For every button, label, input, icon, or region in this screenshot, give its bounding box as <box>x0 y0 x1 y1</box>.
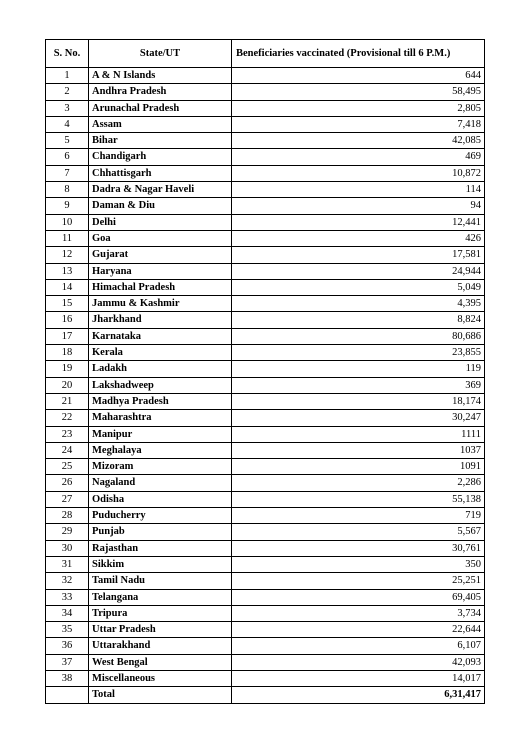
state-cell: Chhattisgarh <box>89 165 232 181</box>
beneficiaries-cell: 4,395 <box>232 296 485 312</box>
beneficiaries-cell: 1111 <box>232 426 485 442</box>
beneficiaries-cell: 22,644 <box>232 622 485 638</box>
beneficiaries-cell: 18,174 <box>232 393 485 409</box>
beneficiaries-cell: 114 <box>232 182 485 198</box>
table-row <box>46 524 485 540</box>
state-cell: Chandigarh <box>89 149 232 165</box>
sno-cell: 1 <box>46 68 89 84</box>
total-value: 6,31,417 <box>232 687 485 703</box>
beneficiaries-cell: 719 <box>232 508 485 524</box>
state-cell: Delhi <box>89 214 232 230</box>
beneficiaries-cell: 6,107 <box>232 638 485 654</box>
beneficiaries-cell: 30,761 <box>232 540 485 556</box>
sno-cell: 28 <box>46 508 89 524</box>
sno-cell: 12 <box>46 247 89 263</box>
state-cell: Himachal Pradesh <box>89 279 232 295</box>
state-cell: Kerala <box>89 345 232 361</box>
state-cell: Goa <box>89 230 232 246</box>
state-cell: Assam <box>89 116 232 132</box>
sno-cell: 20 <box>46 377 89 393</box>
sno-cell: 38 <box>46 670 89 686</box>
sno-cell: 24 <box>46 442 89 458</box>
state-cell: Sikkim <box>89 556 232 572</box>
sno-cell: 4 <box>46 116 89 132</box>
sno-cell: 34 <box>46 605 89 621</box>
beneficiaries-cell: 5,567 <box>232 524 485 540</box>
state-header: State/UT <box>89 40 232 68</box>
state-cell: Karnataka <box>89 328 232 344</box>
table-row <box>46 263 485 279</box>
table-row <box>46 638 485 654</box>
sno-cell: 13 <box>46 263 89 279</box>
state-cell: Daman & Diu <box>89 198 232 214</box>
table-row <box>46 654 485 670</box>
beneficiaries-cell: 1037 <box>232 442 485 458</box>
header-row <box>46 40 485 68</box>
sno-cell: 14 <box>46 279 89 295</box>
state-cell: West Bengal <box>89 654 232 670</box>
table-row <box>46 410 485 426</box>
beneficiaries-cell: 2,805 <box>232 100 485 116</box>
state-cell: Gujarat <box>89 247 232 263</box>
table-row <box>46 459 485 475</box>
state-cell: Mizoram <box>89 459 232 475</box>
sno-cell: 30 <box>46 540 89 556</box>
state-cell: A & N Islands <box>89 68 232 84</box>
beneficiaries-cell: 42,085 <box>232 133 485 149</box>
table-row <box>46 491 485 507</box>
table-row <box>46 198 485 214</box>
sno-cell: 8 <box>46 182 89 198</box>
table-row <box>46 540 485 556</box>
sno-cell: 17 <box>46 328 89 344</box>
table-row <box>46 393 485 409</box>
sno-cell: 9 <box>46 198 89 214</box>
beneficiaries-cell: 119 <box>232 361 485 377</box>
sno-cell: 19 <box>46 361 89 377</box>
beneficiaries-cell: 12,441 <box>232 214 485 230</box>
state-cell: Nagaland <box>89 475 232 491</box>
beneficiaries-cell: 644 <box>232 68 485 84</box>
state-cell: Haryana <box>89 263 232 279</box>
sno-cell: 32 <box>46 573 89 589</box>
beneficiaries-cell: 369 <box>232 377 485 393</box>
sno-cell: 23 <box>46 426 89 442</box>
sno-cell: 37 <box>46 654 89 670</box>
state-cell: Miscellaneous <box>89 670 232 686</box>
beneficiaries-header: Beneficiaries vaccinated (Provisional till 6 P.M.) <box>232 40 485 68</box>
sno-cell: 10 <box>46 214 89 230</box>
state-cell: Manipur <box>89 426 232 442</box>
total-row <box>46 687 485 703</box>
sno-cell: 5 <box>46 133 89 149</box>
table-row <box>46 556 485 572</box>
state-cell: Uttarakhand <box>89 638 232 654</box>
beneficiaries-cell: 94 <box>232 198 485 214</box>
table-row <box>46 573 485 589</box>
table-row <box>46 84 485 100</box>
beneficiaries-cell: 58,495 <box>232 84 485 100</box>
sno-cell: 31 <box>46 556 89 572</box>
state-cell: Meghalaya <box>89 442 232 458</box>
beneficiaries-cell: 2,286 <box>232 475 485 491</box>
beneficiaries-cell: 55,138 <box>232 491 485 507</box>
beneficiaries-cell: 10,872 <box>232 165 485 181</box>
state-cell: Madhya Pradesh <box>89 393 232 409</box>
table-row <box>46 149 485 165</box>
table-row <box>46 426 485 442</box>
state-cell: Andhra Pradesh <box>89 84 232 100</box>
state-cell: Odisha <box>89 491 232 507</box>
sno-cell: 16 <box>46 312 89 328</box>
beneficiaries-cell: 7,418 <box>232 116 485 132</box>
table-row <box>46 165 485 181</box>
beneficiaries-cell: 30,247 <box>232 410 485 426</box>
table-row <box>46 377 485 393</box>
state-cell: Maharashtra <box>89 410 232 426</box>
beneficiaries-cell: 80,686 <box>232 328 485 344</box>
sno-cell: 36 <box>46 638 89 654</box>
sno-cell: 29 <box>46 524 89 540</box>
table-row <box>46 182 485 198</box>
sno-cell: 22 <box>46 410 89 426</box>
table-row <box>46 247 485 263</box>
state-cell: Telangana <box>89 589 232 605</box>
state-cell: Uttar Pradesh <box>89 622 232 638</box>
table-row <box>46 442 485 458</box>
state-cell: Bihar <box>89 133 232 149</box>
sno-cell: 21 <box>46 393 89 409</box>
beneficiaries-cell: 69,405 <box>232 589 485 605</box>
beneficiaries-cell: 1091 <box>232 459 485 475</box>
beneficiaries-cell: 24,944 <box>232 263 485 279</box>
state-cell: Jharkhand <box>89 312 232 328</box>
vaccination-table <box>45 39 485 704</box>
sno-cell: 7 <box>46 165 89 181</box>
sno-cell: 25 <box>46 459 89 475</box>
sno-cell: 26 <box>46 475 89 491</box>
beneficiaries-cell: 14,017 <box>232 670 485 686</box>
state-cell: Ladakh <box>89 361 232 377</box>
table-row <box>46 68 485 84</box>
table-row <box>46 589 485 605</box>
state-cell: Arunachal Pradesh <box>89 100 232 116</box>
total-label: Total <box>89 687 232 703</box>
state-cell: Puducherry <box>89 508 232 524</box>
beneficiaries-cell: 8,824 <box>232 312 485 328</box>
table-row <box>46 214 485 230</box>
table-row <box>46 361 485 377</box>
sno-cell: 15 <box>46 296 89 312</box>
table-row <box>46 100 485 116</box>
table-row <box>46 328 485 344</box>
sno-cell: 2 <box>46 84 89 100</box>
state-cell: Dadra & Nagar Haveli <box>89 182 232 198</box>
table-row <box>46 670 485 686</box>
table-row <box>46 475 485 491</box>
total-sno-cell <box>46 687 89 703</box>
state-cell: Jammu & Kashmir <box>89 296 232 312</box>
table-body <box>46 68 485 704</box>
beneficiaries-cell: 350 <box>232 556 485 572</box>
beneficiaries-cell: 3,734 <box>232 605 485 621</box>
sno-cell: 33 <box>46 589 89 605</box>
table-row <box>46 230 485 246</box>
beneficiaries-cell: 25,251 <box>232 573 485 589</box>
state-cell: Tripura <box>89 605 232 621</box>
state-cell: Tamil Nadu <box>89 573 232 589</box>
sno-cell: 27 <box>46 491 89 507</box>
state-cell: Lakshadweep <box>89 377 232 393</box>
beneficiaries-cell: 17,581 <box>232 247 485 263</box>
beneficiaries-cell: 23,855 <box>232 345 485 361</box>
table-row <box>46 312 485 328</box>
table-row <box>46 508 485 524</box>
sno-cell: 6 <box>46 149 89 165</box>
table-row <box>46 296 485 312</box>
table-row <box>46 622 485 638</box>
table-row <box>46 133 485 149</box>
table-row <box>46 345 485 361</box>
sno-cell: 11 <box>46 230 89 246</box>
sno-cell: 35 <box>46 622 89 638</box>
beneficiaries-cell: 42,093 <box>232 654 485 670</box>
sno-cell: 18 <box>46 345 89 361</box>
beneficiaries-cell: 5,049 <box>232 279 485 295</box>
table-row <box>46 279 485 295</box>
table-row <box>46 116 485 132</box>
state-cell: Rajasthan <box>89 540 232 556</box>
table-row <box>46 605 485 621</box>
beneficiaries-cell: 426 <box>232 230 485 246</box>
sno-header: S. No. <box>46 40 89 68</box>
state-cell: Punjab <box>89 524 232 540</box>
beneficiaries-cell: 469 <box>232 149 485 165</box>
sno-cell: 3 <box>46 100 89 116</box>
